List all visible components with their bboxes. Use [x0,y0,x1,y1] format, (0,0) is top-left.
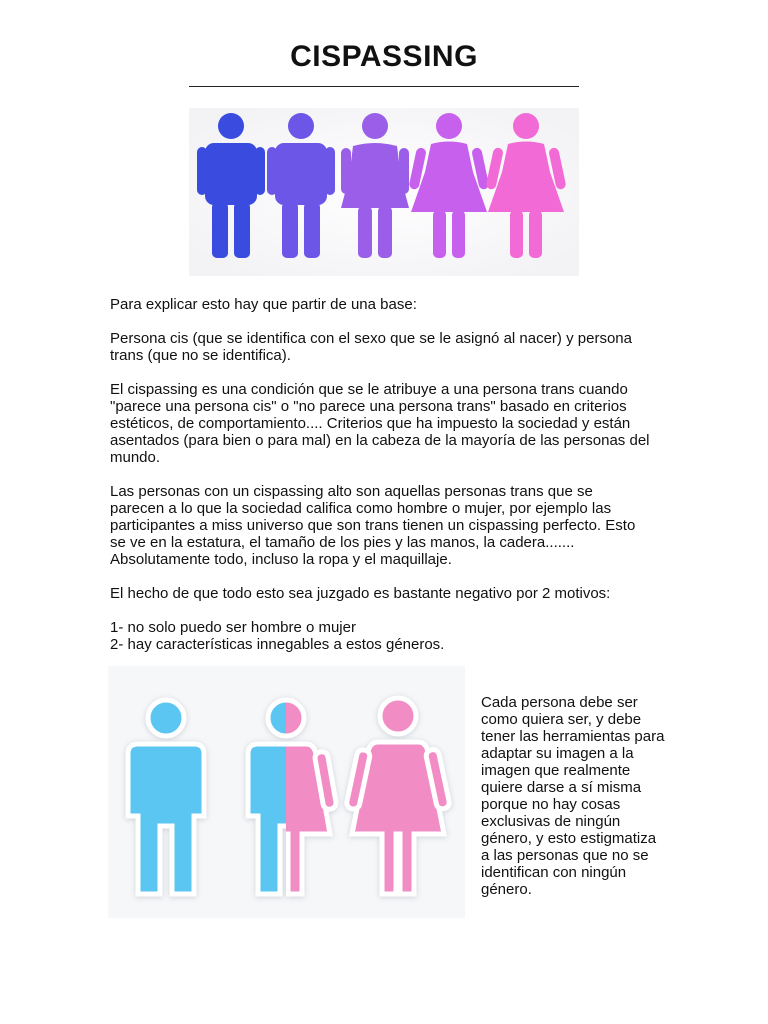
paragraph: El cispassing es una condición que se le atribuye a una persona trans cuando "parece una persona cis" o "no parece una persona trans" basado en criterios estéticos, de comportamiento.... Criterios que ha impuesto la sociedad y están asentados (para bien o para mal) en la cabeza de la mayoría de las personas del mundo. [110,381,650,466]
gender-spectrum-figure [189,108,579,276]
paragraph: Las personas con un cispassing alto son aquellas personas trans que se parecen a lo que la sociedad califica como hombre o mujer, por ejemplo las participantes a miss universo que son trans tienen un cispassing perfecto. Esto se ve en la estatura, el tamaño de los pies y las manos, la cadera....... Absolutamente todo, incluso la ropa y el maquillaje. [110,483,636,568]
motive-item: 2- hay características innegables a estos géneros. [110,636,445,653]
motives-list [110,619,650,653]
paragraph: Persona cis (que se identifica con el sexo que se le asignó al nacer) y persona trans (que no se identifica). [110,330,632,364]
paragraph: El hecho de que todo esto sea juzgado es bastante negativo por 2 motivos: [110,585,611,602]
paragraph: Para explicar esto hay que partir de una base: [110,296,417,313]
page-title: CISPASSING [290,40,478,73]
side-text: Cada persona debe ser como quiera ser, y debe tener las herramientas para adaptar su imagen a la imagen que realmente quiere darse a sí misma porque no hay cosas exclusivas de ningún género, y esto estigmatiza a las personas que no se identifican con ningún género. [481,694,665,898]
male-nonbinary-female-figure [108,666,465,918]
motive-item: 1- no solo puedo ser hombre o mujer [110,619,356,636]
title-divider [189,86,579,87]
body-text [110,296,650,670]
